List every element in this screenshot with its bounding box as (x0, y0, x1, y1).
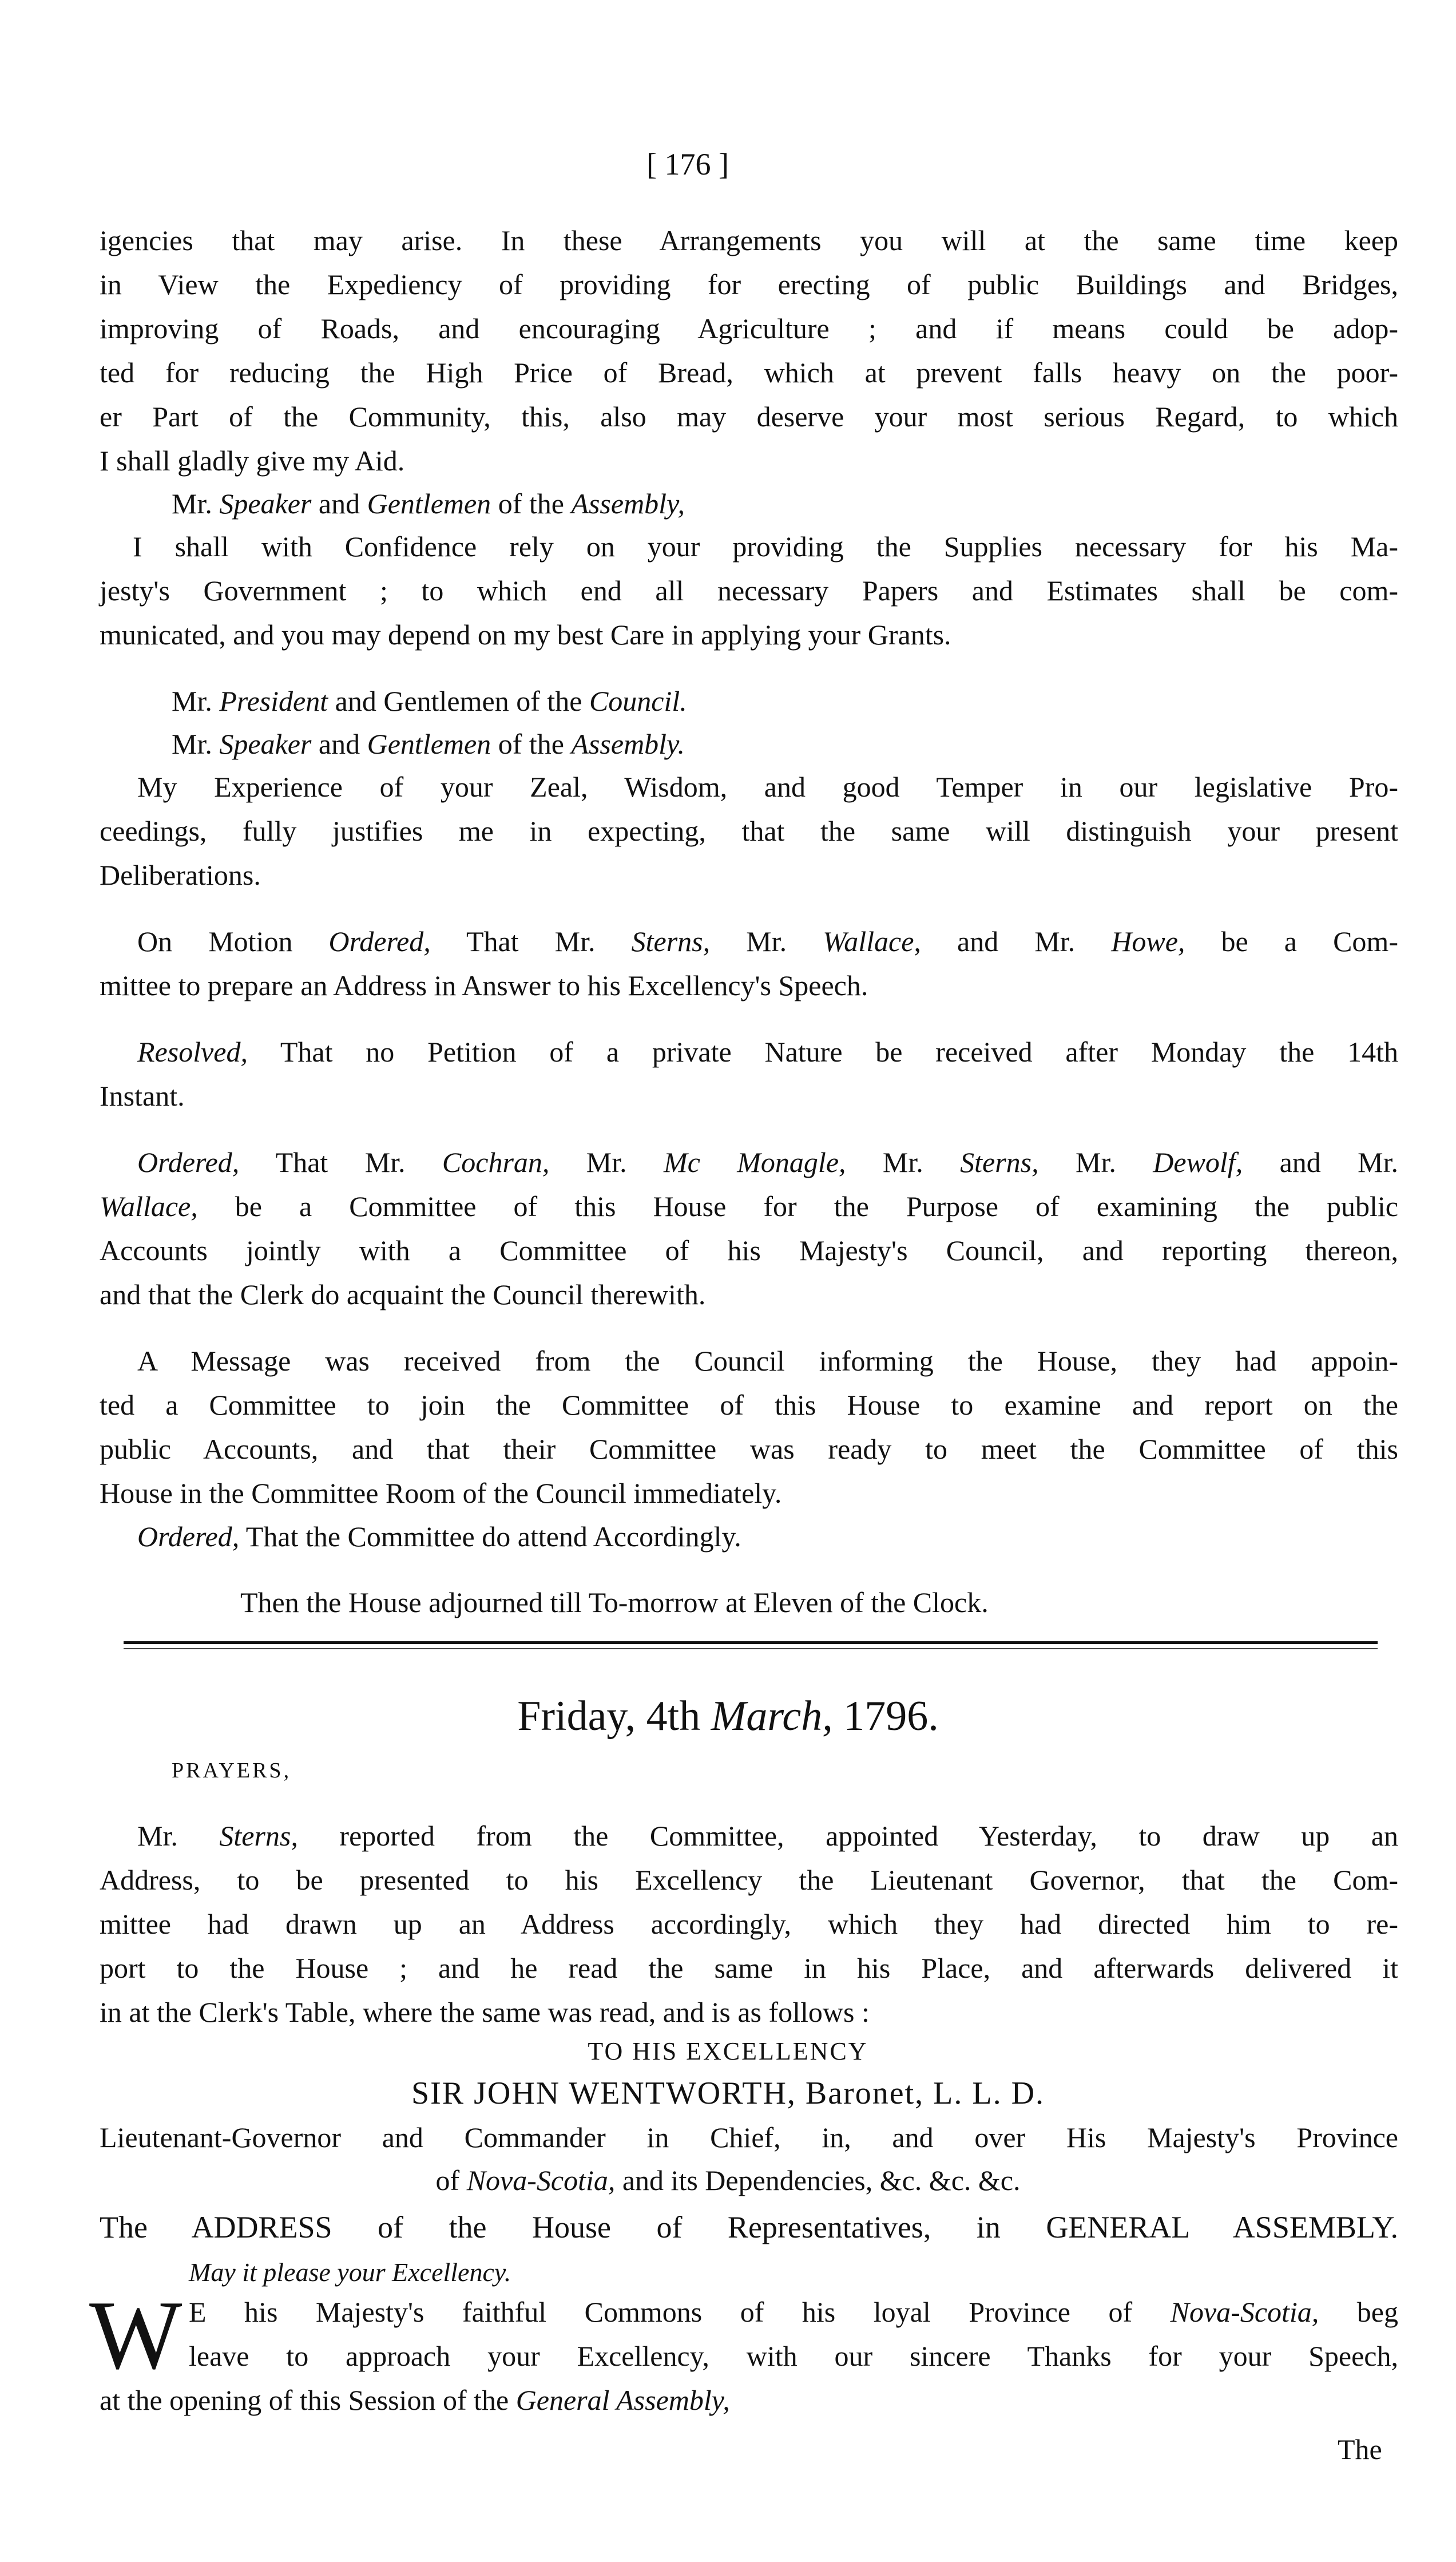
page-number: [ 176 ] (646, 147, 729, 181)
text-line: er Part of the Community, this, also may deserve your most serious Regard, to which (100, 401, 1398, 433)
text-line: Address, to be presented to his Excellency the Lieutenant Governor, that the Com- (100, 1864, 1398, 1896)
address-body-line: E his Majesty's faithful Commons of his loyal Province of Nova-Scotia, beg (189, 2296, 1398, 2328)
text-line: public Accounts, and that their Committee was ready to meet the Committee of this (100, 1433, 1398, 1465)
adjourned-line: Then the House adjourned till To-morrow at Eleven of the Clock. (240, 1586, 989, 1618)
text-line: igencies that may arise. In these Arrangements you will at the same time keep (100, 224, 1398, 256)
text-line: in View the Expediency of providing for erecting of public Buildings and Bridges, (100, 268, 1398, 300)
ordered-line: Ordered, That Mr. Cochran, Mr. Mc Monagle, Mr. Sterns, Mr. Dewolf, and Mr. (137, 1146, 1399, 1178)
text-line: improving of Roads, and encouraging Agriculture ; and if means could be adop- (100, 312, 1398, 344)
prayers-line: PRAYERS, (172, 1759, 292, 1783)
to-his-excellency: TO HIS EXCELLENCY (588, 2037, 868, 2065)
text-line: jesty's Government ; to which end all necessary Papers and Estimates shall be com- (100, 575, 1398, 607)
salutation-council: Mr. President and Gentlemen of the Council. (172, 685, 687, 717)
text-line: municated, and you may depend on my best Care in applying your Grants. (100, 619, 951, 651)
text-line: ted for reducing the High Price of Bread, which at prevent falls heavy on the poor- (100, 357, 1398, 389)
drop-cap: W (89, 2281, 183, 2390)
text-line: Accounts jointly with a Committee of his Majesty's Council, and reporting thereon, (100, 1234, 1398, 1266)
text-line: in at the Clerk's Table, where the same was read, and is as follows : (100, 1996, 870, 2028)
address-body-line: at the opening of this Session of the General Assembly, (100, 2384, 730, 2416)
text-line: and that the Clerk do acquaint the Council therewith. (100, 1278, 706, 1310)
catchword: The (1338, 2433, 1382, 2465)
section-divider (124, 1641, 1378, 1644)
text-line: leave to approach your Excellency, with our sincere Thanks for your Speech, (189, 2340, 1398, 2372)
text-line: mittee had drawn up an Address accordingly, which they had directed him to re- (100, 1908, 1398, 1940)
text-line: mittee to prepare an Address in Answer to his Excellency's Speech. (100, 969, 868, 1001)
sir-john-wentworth: SIR JOHN WENTWORTH, Baronet, L. L. D. (411, 2076, 1045, 2111)
salutation-assembly: Mr. Speaker and Gentlemen of the Assembly, (172, 488, 685, 520)
date-heading: Friday, 4th March, 1796. (517, 1693, 939, 1740)
address-title: The ADDRESS of the House of Representatives, in GENERAL ASSEMBLY. (100, 2210, 1398, 2244)
salutation-assembly: Mr. Speaker and Gentlemen of the Assembly. (172, 728, 685, 760)
ordered-attend-line: Ordered, That the Committee do attend Accordingly. (137, 1520, 741, 1553)
text-line: House in the Committee Room of the Council immediately. (100, 1477, 782, 1509)
text-line: Deliberations. (100, 859, 261, 891)
section-divider (124, 1648, 1378, 1649)
report-line: Mr. Sterns, reported from the Committee, appointed Yesterday, to draw up an (137, 1820, 1399, 1852)
text-line: ceedings, fully justifies me in expecting, that the same will distinguish your present (100, 815, 1398, 847)
province-line: of Nova-Scotia, and its Dependencies, &c. &c. &c. (435, 2164, 1021, 2196)
text-line: A Message was received from the Council informing the House, they had appoin- (137, 1345, 1398, 1377)
lieutenant-governor-line: Lieutenant-Governor and Commander in Chief, in, and over His Majesty's Province (100, 2121, 1398, 2153)
text-line: Wallace, be a Committee of this House for the Purpose of examining the public (100, 1190, 1398, 1222)
text-line: Instant. (100, 1080, 185, 1112)
resolved-line: Resolved, That no Petition of a private Nature be received after Monday the 14th (137, 1036, 1398, 1068)
text-line: ted a Committee to join the Committee of this House to examine and report on the (100, 1389, 1398, 1421)
may-it-please: May it please your Excellency. (189, 2258, 511, 2287)
text-line: I shall gladly give my Aid. (100, 445, 405, 477)
text-line: port to the House ; and he read the same in his Place, and afterwards delivered it (100, 1952, 1398, 1984)
text-line: My Experience of your Zeal, Wisdom, and good Temper in our legislative Pro- (137, 771, 1398, 803)
text-line: I shall with Confidence rely on your providing the Supplies necessary for his Ma- (133, 530, 1398, 563)
motion-line: On Motion Ordered, That Mr. Sterns, Mr. Wallace, and Mr. Howe, be a Com- (137, 925, 1398, 957)
